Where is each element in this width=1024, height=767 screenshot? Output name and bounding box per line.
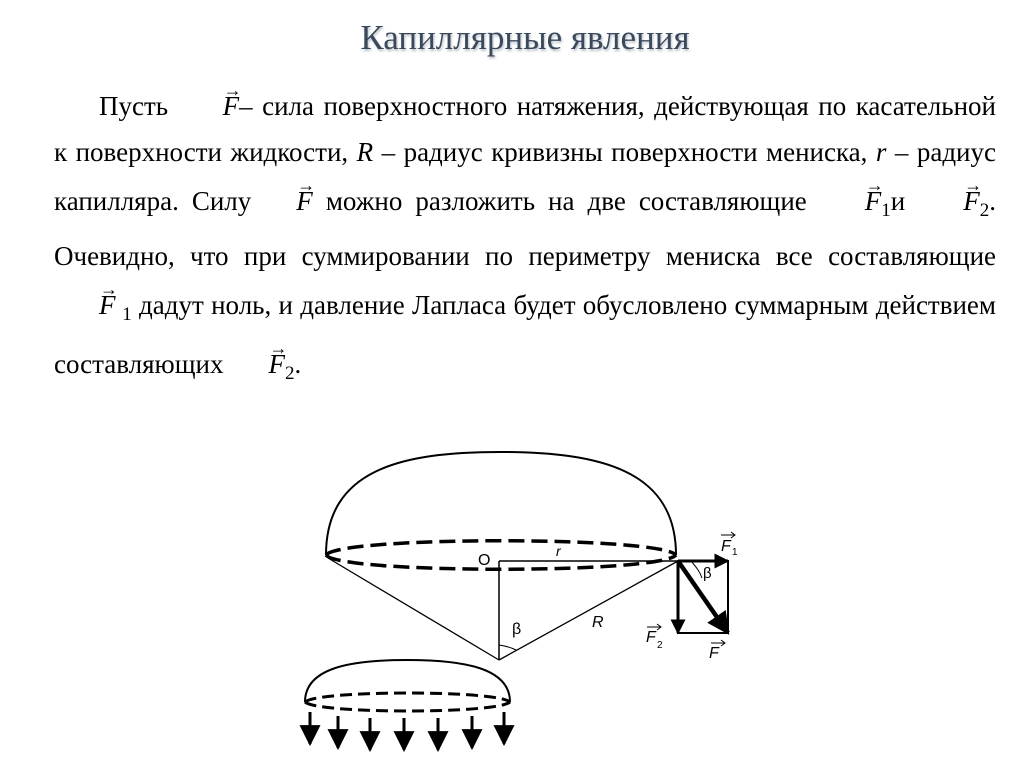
vector-F2: → $F_2$: [223, 338, 294, 397]
label-beta-bottom: β: [512, 621, 522, 638]
text-run: можно разложить на две составляющие: [312, 186, 820, 216]
beta-arc-top: [691, 561, 702, 578]
symbol-r: r: [875, 136, 887, 167]
label-F1: [721, 532, 738, 558]
text-run: дадут ноль, и давление Лапласа будет обусловлено суммарным действием составляющих: [54, 290, 996, 379]
small-meniscus-dome: [305, 660, 510, 702]
label-O: O: [478, 552, 491, 569]
symbol-R: R: [356, 136, 374, 167]
vector-F1: → $F_1$: [820, 175, 891, 234]
beta-arc-bottom: [499, 645, 516, 650]
label-beta-top: β: [703, 565, 712, 582]
rim-back: [326, 541, 676, 555]
text-run: . Очевидно, что при суммировании по периметру мениска все составляющие: [54, 186, 996, 271]
svg-text:F: F: [721, 538, 731, 555]
vector-F: → F: [251, 175, 313, 225]
svg-text:F: F: [709, 645, 719, 662]
svg-text:F: F: [646, 629, 656, 646]
svg-text:1: 1: [732, 547, 738, 558]
text-run: – радиус кривизны поверхности мениска,: [373, 136, 876, 167]
vector-F1: → F $_1$: [54, 279, 132, 338]
label-F: [709, 640, 725, 662]
vector-F2: → $F_2$: [918, 175, 989, 234]
small-rim-front: [305, 702, 510, 711]
small-rim-back: [305, 693, 510, 702]
text-run: – радиус капилляра. Силу: [54, 136, 996, 216]
svg-text:2: 2: [657, 640, 663, 651]
label-R: R: [592, 614, 604, 631]
rim-front: [326, 555, 676, 569]
text-run: и: [890, 186, 919, 216]
slide-title: Капиллярные явления: [360, 18, 690, 57]
label-r: r: [556, 543, 561, 559]
text-run: – сила поверхностного натяжения, действующая по касательной к поверхности жидкости,: [54, 91, 996, 167]
pressure-arrows: [310, 712, 504, 750]
text-run: .: [294, 348, 302, 379]
vector-F: → F: [178, 80, 240, 130]
text-run: Пусть: [99, 91, 178, 121]
label-F2: [646, 624, 663, 651]
cone-left: [328, 558, 499, 660]
